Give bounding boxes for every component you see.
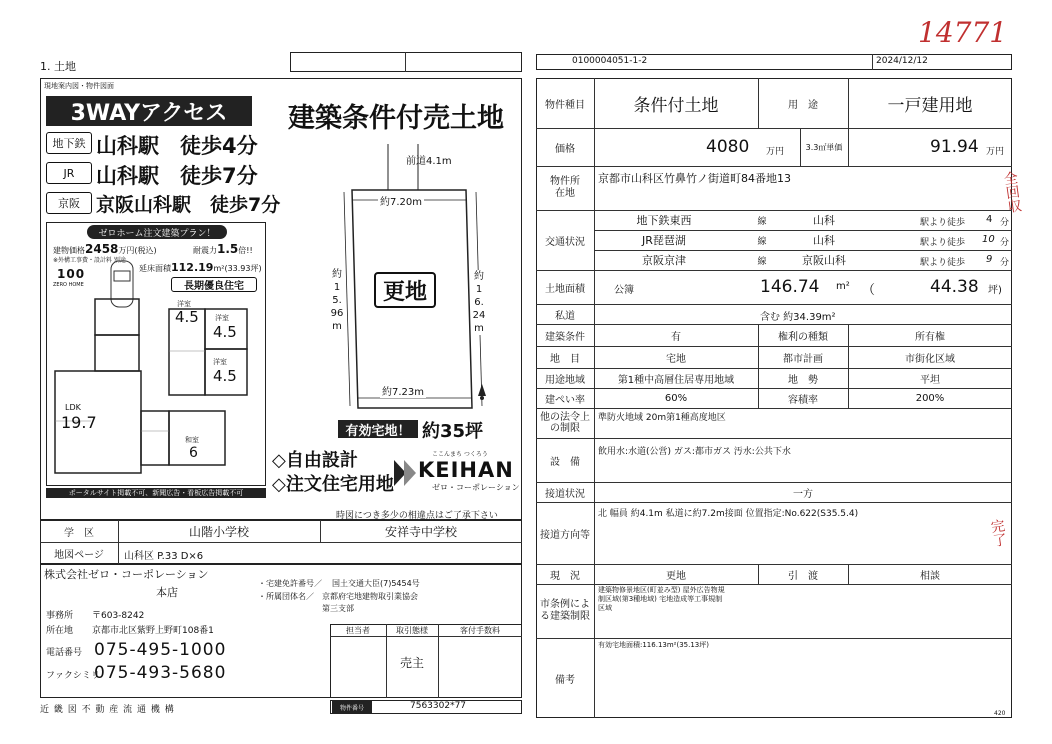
brand-kana: ここんまち つくろう <box>432 451 488 458</box>
plan-area: 延床面積112.19m²(33.93坪) <box>139 261 262 274</box>
room-size: 4.5 <box>213 367 237 385</box>
traffic-line: 地下鉄東西 <box>636 214 692 227</box>
footer-code-label: 物件番号 <box>332 701 372 713</box>
room-name: 洋室 <box>215 314 229 322</box>
plan-price: 建物価格2458万円(税込) <box>53 242 157 256</box>
traffic-station: 山科 <box>813 214 835 227</box>
plan-panel <box>46 222 266 486</box>
unit-price-label: 3.3㎡単価 <box>805 142 843 152</box>
remarks-value: 有効宅地面積:116.13m²(35.13坪) <box>598 641 709 649</box>
brand-logo-icon <box>390 456 418 490</box>
lot-top: 約7.20m <box>378 193 424 208</box>
page-number: 420 <box>994 710 1006 717</box>
footer-org: 近 畿 図 不 動 産 流 通 機 構 <box>40 705 175 715</box>
build-cond-value: 有 <box>671 331 681 343</box>
brand-sub: ゼロ・コーポレーション <box>432 483 520 492</box>
school-junior: 安祥寺中学校 <box>384 524 457 539</box>
effective-value: 約35坪 <box>422 421 484 442</box>
traffic-rows <box>594 210 1012 270</box>
price-label: 価格 <box>555 143 575 155</box>
far-label: 容積率 <box>788 394 818 406</box>
build-cond-label: 建築条件 <box>545 331 585 343</box>
access-banner: 3WAYアクセス <box>46 96 252 126</box>
area-unit: m² <box>836 281 850 292</box>
company-branch: 本店 <box>156 586 178 599</box>
rights-value: 所有権 <box>915 331 945 343</box>
map-page-label: 地図ページ <box>54 549 104 561</box>
handover-label: 引 渡 <box>788 570 818 582</box>
price-value: 4080 <box>706 137 750 157</box>
handwritten-mark-1: 全回収 <box>1003 170 1024 216</box>
footer-banner: ポータルサイト掲載不可、新聞広告・看板広告掲載不可 <box>46 488 266 498</box>
badge-sub: ZERO HOME <box>53 282 84 288</box>
divider <box>536 166 1012 167</box>
far-value: 200% <box>915 392 945 404</box>
license-label: ・宅建免許番号／ <box>258 579 322 588</box>
divider <box>536 270 1012 271</box>
route-tag-subway: 地下鉄 <box>46 132 92 154</box>
flyer-title: 建築条件付売土地 <box>288 103 504 134</box>
traffic-walk: 駅より徒歩 <box>920 258 966 268</box>
school-label: 学 区 <box>64 527 94 539</box>
traffic-line: 京阪京津 <box>642 254 686 267</box>
room-size: 6 <box>189 445 198 461</box>
traffic-walk: 駅より徒歩 <box>920 238 966 248</box>
traffic-station: 山科 <box>813 234 835 247</box>
price-unit: 万円 <box>766 147 785 157</box>
divider <box>536 502 1012 503</box>
traffic-unit: 分 <box>1000 258 1010 268</box>
bcr-label: 建ぺい率 <box>545 394 585 406</box>
zoning-value: 第1種中高層住居専用地域 <box>617 374 735 386</box>
divider <box>536 584 1012 585</box>
company-name: 株式会社ゼロ・コーポレーション <box>44 568 209 581</box>
flyer-caption: 現地案内図・物件図面 <box>44 82 114 90</box>
fax-label: ファクシミリ <box>46 671 100 681</box>
plan-quake: 耐震力1.5倍!! <box>193 242 253 256</box>
staff-header: 担当者 <box>346 625 370 635</box>
room-size: 4.5 <box>213 323 237 341</box>
school-elementary: 山階小学校 <box>188 524 249 539</box>
fax-value: 075-493-5680 <box>94 663 227 683</box>
category-label: 地 目 <box>550 353 580 365</box>
room-size: 19.7 <box>61 413 97 432</box>
traffic-sen: 線 <box>757 216 767 227</box>
facilities-value: 飲用水:水道(公営) ガス:都市ガス 汚水:公共下水 <box>598 447 791 457</box>
traffic-min: 10 <box>982 234 995 245</box>
traffic-min: 9 <box>986 254 993 265</box>
unit-price-unit: 万円 <box>986 147 1005 157</box>
category-value: 宅地 <box>666 353 686 365</box>
traffic-line: JR琵琶湖 <box>642 234 686 247</box>
type-label: 物件種目 <box>545 99 585 111</box>
divider <box>800 128 801 166</box>
room-size: 4.5 <box>175 308 199 326</box>
tel-value: 075-495-1000 <box>94 640 227 660</box>
laws-label: 他の法令上の制限 <box>540 412 590 434</box>
lot-left: 約 15. 96 m <box>330 269 344 332</box>
lot-road: 前道4.1m <box>406 156 452 167</box>
divider <box>536 304 1012 305</box>
traffic-min: 4 <box>986 214 993 225</box>
lot-right: 約 16. 24 m <box>472 271 486 334</box>
staff-header: 取引態様 <box>396 625 428 635</box>
license-value: 国土交通大臣(7)5454号 <box>332 579 420 588</box>
handwritten-mark-2: 完了 <box>989 518 1009 550</box>
traffic-unit: 分 <box>1000 218 1010 228</box>
location-label: 物件所在地 <box>550 176 580 199</box>
route-text-keihan: 京阪山科駅 徒歩7分 <box>96 194 281 216</box>
divider <box>536 128 1012 129</box>
address-value: 京都市北区紫野上野町108番1 <box>92 626 214 636</box>
assoc-label: ・所属団体名／ <box>258 592 314 601</box>
effective-label: 有効宅地！ <box>338 420 418 438</box>
lot-center: 更地 <box>374 272 436 308</box>
rights-label: 権利の種類 <box>778 331 828 343</box>
assoc-value: 京都府宅地建物取引業協会 <box>322 592 418 601</box>
divider <box>536 408 1012 409</box>
area-label: 土地面積 <box>545 283 585 295</box>
terrain-value: 平坦 <box>920 374 940 386</box>
office-value: 〒603-8242 <box>92 611 145 621</box>
divider <box>848 128 849 166</box>
brand-name: KEIHAN <box>418 458 514 482</box>
traffic-walk: 駅より徒歩 <box>920 218 966 228</box>
transaction-value: 売主 <box>399 655 424 670</box>
road-dir-value: 北 幅員 約4.1m 私道に約7.2m接面 位置指定:No.622(S35.5.4) <box>598 509 859 519</box>
divider <box>536 438 1012 439</box>
area-paren: （ <box>862 283 876 298</box>
city-plan-value: 市街化区域 <box>905 353 955 365</box>
lot-bottom: 約7.23m <box>380 383 426 398</box>
type-value: 条件付土地 <box>633 95 719 116</box>
doc-date: 2024/12/12 <box>876 56 928 66</box>
area-kind: 公簿 <box>614 285 634 296</box>
road-dir-label: 接道方向等 <box>540 529 590 541</box>
plan-note: ※外構工事費・設計料 別途 <box>53 257 126 264</box>
area-tsubo: 44.38 <box>930 277 979 297</box>
terrain-label: 地 勢 <box>788 374 818 386</box>
divider <box>536 638 1012 639</box>
plan-header: ゼロホーム注文建築プラン！ <box>87 225 227 239</box>
doc-number: 0100004051-1-2 <box>572 56 648 66</box>
traffic-label: 交通状況 <box>545 236 585 248</box>
feature-free-design: ◇自由設計 <box>272 450 358 471</box>
long-life-badge: 長期優良住宅 <box>171 277 257 292</box>
flyer-note: 時図につき多少の相違点はご了承下さい <box>336 511 498 521</box>
private-road-label: 私道 <box>555 310 575 322</box>
handover-value: 相談 <box>920 570 940 582</box>
office-label: 事務所 <box>46 611 74 621</box>
facilities-label: 設 備 <box>550 456 580 468</box>
tel-label: 電話番号 <box>46 648 83 658</box>
divider <box>405 52 406 72</box>
feature-custom-home: ◇注文住宅用地 <box>272 474 394 495</box>
route-list <box>46 132 282 214</box>
traffic-sen: 線 <box>757 256 767 267</box>
section-title: 1. 土地 <box>40 60 76 73</box>
city-plan-label: 都市計画 <box>783 353 823 365</box>
route-text-jr: 山科駅 徒歩7分 <box>96 164 258 188</box>
assoc-value-2: 第三支部 <box>322 604 354 613</box>
room-name: 洋室 <box>177 300 191 308</box>
handwritten-number: 14771 <box>918 16 1008 49</box>
urban-label: 市条例による建築制限 <box>540 599 590 622</box>
divider <box>872 54 873 70</box>
badge-100: 100 <box>57 267 86 281</box>
route-tag-jr: JR <box>46 162 92 184</box>
urban-value: 建築物修景地区(町並み型) 屋外広告物規制区域(第3種地域) 宅地造成等工事規制区域 <box>598 586 725 612</box>
remarks-label: 備考 <box>555 674 575 686</box>
use-label: 用 途 <box>788 99 818 111</box>
traffic-unit: 分 <box>1000 238 1010 248</box>
bcr-value: 60% <box>664 392 688 404</box>
zoning-label: 用途地域 <box>545 374 585 386</box>
traffic-sen: 線 <box>757 236 767 247</box>
header-blank-box <box>290 52 522 72</box>
traffic-station: 京阪山科 <box>802 254 846 267</box>
current-label: 現 況 <box>550 570 580 582</box>
laws-value: 準防火地域 20m第1種高度地区 <box>598 413 726 423</box>
area-value: 146.74 <box>760 277 820 297</box>
area-tsubo-unit: 坪) <box>988 285 1002 296</box>
private-road-value: 含む 約34.39m² <box>760 312 836 323</box>
route-text-subway: 山科駅 徒歩4分 <box>96 134 258 158</box>
floor-plan-drawing <box>51 291 263 481</box>
room-name: LDK <box>65 403 81 412</box>
current-value: 更地 <box>666 570 686 582</box>
footer-code: 7563302*77 <box>410 701 467 711</box>
room-name: 洋室 <box>213 358 227 366</box>
location-value: 京都市山科区竹鼻竹ノ街道町84番地13 <box>598 172 791 185</box>
address-label: 所在地 <box>46 626 74 636</box>
road-cond-value: 一方 <box>793 488 813 500</box>
road-cond-label: 接道状況 <box>545 488 585 500</box>
route-tag-keihan: 京阪 <box>46 192 92 214</box>
staff-header: 客付手数料 <box>460 625 500 635</box>
use-value: 一戸建用地 <box>887 95 973 116</box>
unit-price-value: 91.94 <box>930 137 979 157</box>
room-name: 和室 <box>185 436 199 444</box>
map-page-value: 山科区 P.33 D×6 <box>124 551 204 562</box>
